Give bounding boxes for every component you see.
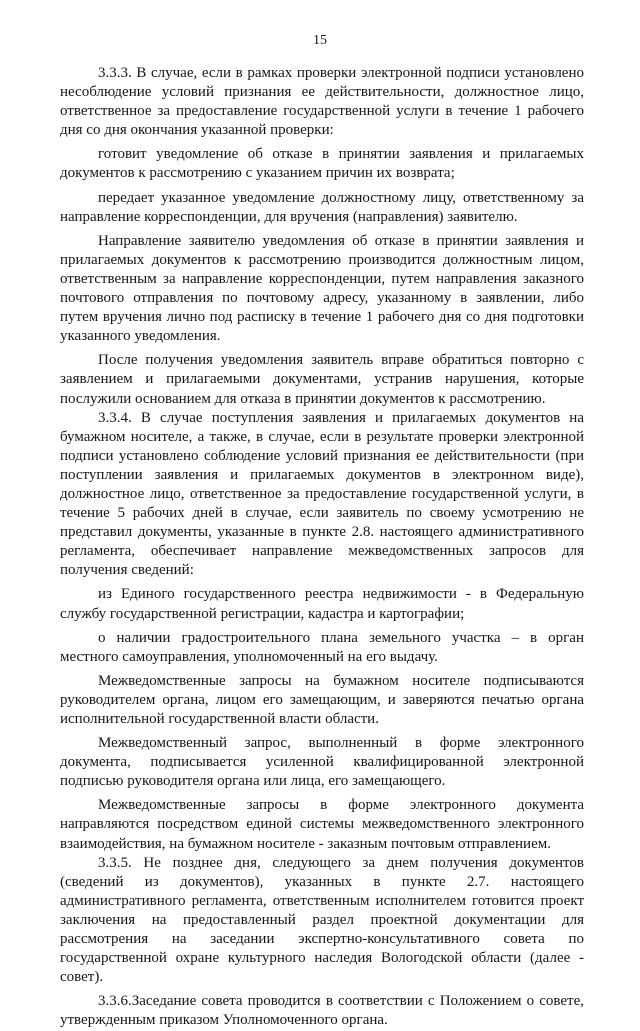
paragraph-paper-requests: Межведомственные запросы на бумажном носителе подписываются руководителем органа, лицом его замещающим, и заверяются печатью органа исполнительной государственной власти области.	[60, 672, 584, 727]
paragraph-smev-requests: Межведомственные запросы в форме электронного документа направляются посредством единой системы межведомственного электронного взаимодействия, на бумажном носителе - заказным почтовым отправлением.	[60, 797, 584, 852]
paragraph-3-3-6: 3.3.6.Заседание совета проводится в соответствии с Положением о совете, утвержденным приказом Уполномоченного органа.	[60, 993, 584, 1029]
paragraph-prepare-notice: готовит уведомление об отказе в принятии заявления и прилагаемых документов к рассмотрению с указанием причин их возврата;	[60, 146, 584, 182]
paragraph-electronic-request: Межведомственный запрос, выполненный в форме электронного документа, подписывается усиленной квалифицированной электронной подписью руководителя органа или лица, его замещающего.	[60, 735, 584, 790]
paragraph-sending-notice: Направление заявителю уведомления об отказе в принятии заявления и прилагаемых документов к рассмотрению производится должностным лицом, ответственным за направление корреспонденции, путем направления заказного почтового отправления по почтовому адресу, указанному в заявлении, либо путем вручения лично под расписку в течение 1 рабочего дня со дня подготовки указанного уведомления.	[60, 232, 584, 345]
paragraph-egrn-request: из Единого государственного реестра недвижимости - в Федеральную службу государственной регистрации, кадастра и картографии;	[60, 586, 584, 622]
paragraph-3-3-4: 3.3.4. В случае поступления заявления и прилагаемых документов на бумажном носителе, а также, в случае, если в результате проверки электронной подписи установлено соблюдение условий признания ее действительности (при поступлении заявления и прилагаемых документов в электронном виде), должностное лицо, ответственное за предоставление государственной услуги, в течение 5 рабочих дней в случае, если заявитель по своему усмотрению не представил документы, указанные в пункте 2.8. настоящего административного регламента, обеспечивает направление межведомственных запросов для получения сведений:	[60, 409, 584, 579]
paragraph-gpzu-request: о наличии градостроительного плана земельного участка – в орган местного самоуправления, уполномоченный на его выдачу.	[60, 629, 584, 665]
page-number: 15	[313, 33, 327, 48]
paragraph-repeat-application: После получения уведомления заявитель вправе обратиться повторно с заявлением и прилагаемыми документами, устранив нарушения, которые послужили основанием для отказа в принятии документов к рассмотрению.	[60, 352, 584, 407]
document-body	[60, 64, 584, 1031]
paragraph-transfer-notice: передает указанное уведомление должностному лицу, ответственному за направление корреспонденции, для вручения (направления) заявителю.	[60, 189, 584, 225]
paragraph-3-3-3: 3.3.3. В случае, если в рамках проверки электронной подписи установлено несоблюдение условий признания ее действительности, должностное лицо, ответственное за предоставление государственной услуги в течение 1 рабочего дня со дня окончания указанной проверки:	[60, 65, 584, 139]
paragraph-3-3-5: 3.3.5. Не позднее дня, следующего за днем получения документов (сведений из документов), указанных в пункте 2.7. настоящего административного регламента, ответственным исполнителем готовится проект заключения на предоставленный раздел проектной документации для рассмотрения на заседании экспертно-консультативного совета по государственной охране культурного наследия Вологодской области (далее - совет).	[60, 854, 584, 986]
